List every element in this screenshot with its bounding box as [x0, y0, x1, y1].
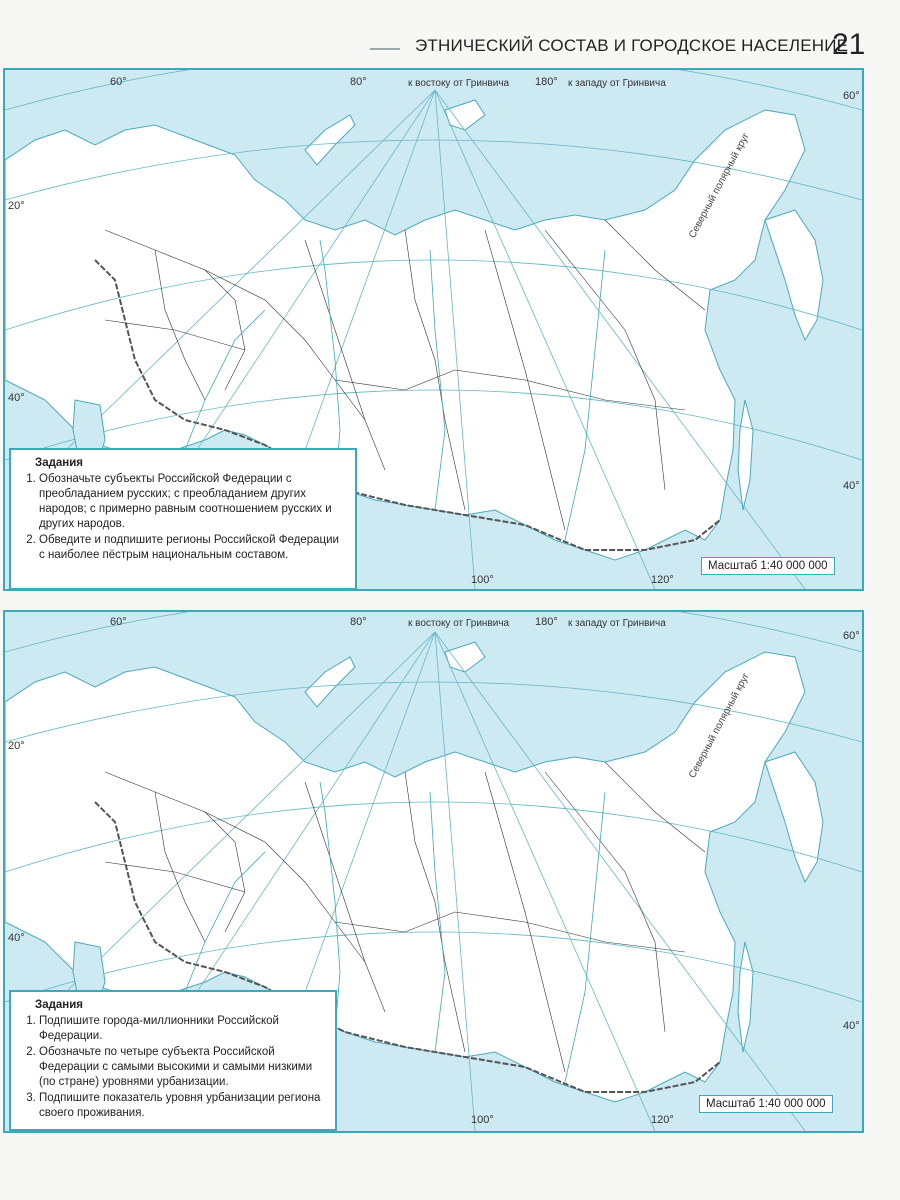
tasks-list [23, 472, 345, 563]
task-item: 3. Подпишите показатель уровня урбанизации региона своего проживания. [39, 1091, 325, 1121]
east-of-greenwich-label: к востоку от Гринвича [408, 618, 510, 629]
header-rule [370, 48, 400, 50]
task-item: 2. Обозначьте по четыре субъекта Российской Федерации с самыми высокими и самыми низкими (по стране) уровнями урбанизации. [39, 1045, 325, 1090]
lon-60-label: 60° [110, 76, 127, 88]
lon-80-label: 80° [350, 76, 367, 88]
lon-80-label: 80° [350, 616, 367, 628]
west-of-greenwich-label: к западу от Гринвича [568, 78, 666, 89]
arctic-circle-label: Северный полярный круг [687, 671, 752, 781]
task-item: 1. Обозначьте субъекты Российской Федерации с преобладанием русских; с преобладанием других народов; с примерно равным соотношением русских и других народов. [39, 472, 345, 532]
task-item: 2. Обведите и подпишите регионы Российской Федерации с наиболее пёстрым национальным составом. [39, 533, 345, 563]
lat-60-right-label: 60° [843, 630, 860, 642]
map-panel-urban [3, 610, 864, 1133]
lon-180-label: 180° [535, 76, 558, 88]
lon-120-label: 120° [651, 1114, 674, 1126]
lat-40-right-label: 40° [843, 1020, 860, 1032]
tasks-title: Задания [35, 457, 84, 469]
arctic-circle-label: Северный полярный круг [687, 131, 752, 241]
lon-180-label: 180° [535, 616, 558, 628]
lon-100-label: 100° [471, 1114, 494, 1126]
lon-100-label: 100° [471, 574, 494, 586]
task-item: 1. Подпишите города-миллионники Российской Федерации. [39, 1014, 325, 1044]
map-panel-ethnic [3, 68, 864, 591]
lat-20-label: 20° [8, 740, 25, 752]
lon-60-label: 60° [110, 616, 127, 628]
tasks-box [9, 448, 357, 590]
lat-40-right-label: 40° [843, 480, 860, 492]
tasks-title: Задания [35, 999, 84, 1011]
map-scale: Масштаб 1:40 000 000 [701, 557, 835, 575]
page-number: 21 [832, 28, 866, 61]
page-title: ЭТНИЧЕСКИЙ СОСТАВ И ГОРОДСКОЕ НАСЕЛЕНИЕ [415, 36, 849, 55]
east-of-greenwich-label: к востоку от Гринвича [408, 78, 510, 89]
map-scale: Масштаб 1:40 000 000 [699, 1095, 833, 1113]
page-header [0, 28, 900, 68]
lat-40-label: 40° [8, 932, 25, 944]
lat-40-label: 40° [8, 392, 25, 404]
west-of-greenwich-label: к западу от Гринвича [568, 618, 666, 629]
tasks-box [9, 990, 337, 1131]
lon-120-label: 120° [651, 574, 674, 586]
lat-20-label: 20° [8, 200, 25, 212]
lat-60-right-label: 60° [843, 90, 860, 102]
tasks-list [23, 1014, 325, 1121]
